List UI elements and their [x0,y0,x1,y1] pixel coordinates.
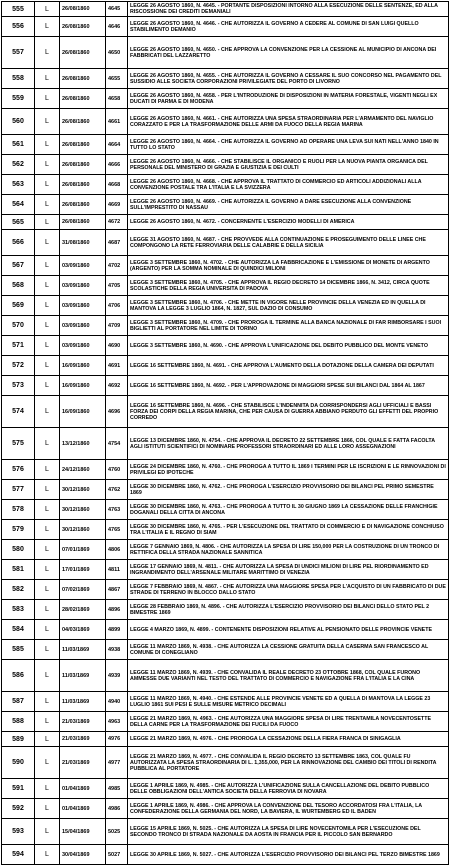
row-number-cell: 555 [2,2,35,17]
act-number-cell: 4709 [106,316,128,336]
table-row [2,747,449,779]
date-cell: 31/08/1860 [60,230,106,256]
category-cell: L [35,799,60,819]
row-number-cell: 564 [2,195,35,215]
act-number-cell: 4645 [106,2,128,17]
date-cell: 30/12/1860 [60,520,106,540]
description-cell: LEGGE 26 AGOSTO 1860, N. 4666. - CHE STABILISCE IL ORGANICO E RUOLI PER LA NUOVA PIANTA ORGANICA DEL PERSONALE DEL MINISTERO DI GRAZIA E GIUSTIZIA E DEI CULTI [128,155,449,175]
table-row [2,732,449,747]
act-number-cell: 4666 [106,155,128,175]
date-cell: 03/09/1860 [60,316,106,336]
category-cell: L [35,175,60,195]
date-cell: 03/09/1860 [60,336,106,356]
act-number-cell: 4696 [106,396,128,428]
description-cell: LEGGE 1 APRILE 1869, N. 4985. - CHE AUTORIZZA L'UNIFICAZIONE SULLA CANCELLAZIONE DEL DEBITO PUBBLICO DELLE OBBLIGAZIONI DELL'ANTICA SOCIETA DELLA FERROVIA DI NOVARA [128,779,449,799]
table-row [2,215,449,230]
act-number-cell: 4867 [106,580,128,600]
category-cell: L [35,316,60,336]
category-cell: L [35,779,60,799]
description-cell: LEGGE 24 DICEMBRE 1860, N. 4760. - CHE PROROGA A TUTTO IL 1869 I TERMINI PER LE ISCRIZIONI E LE RINNOVAZIONI DI PRIVILEGI ED IPOTECHE [128,460,449,480]
row-number-cell: 559 [2,89,35,109]
description-cell: LEGGE 21 MARZO 1869, N. 4977. - CHE CONVALIDA IL REGIO DECRETO 13 SETTEMBRE 1863, COL QUALE FU AUTORIZZATA LA SPESA STRAORDINARIA DI L. 1,355,000, PER LA RINNOVAZIONE DEL CAMBIO DEI TITOLI DI RENDITA PUBBLICA AL PORTATORE [128,747,449,779]
row-number-cell: 567 [2,256,35,276]
table-row [2,69,449,89]
category-cell: L [35,336,60,356]
description-cell: LEGGE 15 APRILE 1869, N. 5025. - CHE AUTORIZZA LA SPESA DI LIRE NOVECENTOMILA PER L'ESECUZIONE DEL SECONDO TRONCO DI STRADA NAZIONALE DA AOSTA IN FRANCIA PER IL PICCOLO SAN BERNARDO [128,819,449,845]
row-number-cell: 576 [2,460,35,480]
act-number-cell: 4985 [106,779,128,799]
date-cell: 01/04/1869 [60,779,106,799]
row-number-cell: 588 [2,712,35,732]
date-cell: 03/09/1860 [60,296,106,316]
act-number-cell: 4672 [106,215,128,230]
category-cell: L [35,109,60,135]
date-cell: 30/04/1869 [60,845,106,865]
table-row [2,712,449,732]
act-number-cell: 4762 [106,480,128,500]
description-cell: LEGGE 7 GENNAIO 1869, N. 4806. - CHE AUTORIZZA LA SPESA DI LIRE 150,000 PER LA COSTRUZIONE DI UN TRONCO DI RETTIFICA DELLA STRADA NAZIONALE SANNITICA [128,540,449,560]
date-cell: 26/08/1860 [60,2,106,17]
act-number-cell: 4938 [106,640,128,660]
act-number-cell: 4986 [106,799,128,819]
row-number-cell: 566 [2,230,35,256]
row-number-cell: 562 [2,155,35,175]
description-cell: LEGGE 26 AGOSTO 1860, N. 4655. - CHE AUTORIZZA IL GOVERNO A CESSARE IL SUO CONCORSO NEL PAGAMENTO DEL SUSSIDIO ALLE SOCIETA CORPORAZIONI PRIVILEGIATE DEL PORTO DI LIVORNO [128,69,449,89]
date-cell: 03/09/1860 [60,256,106,276]
date-cell: 03/09/1860 [60,276,106,296]
act-number-cell: 4811 [106,560,128,580]
description-cell: LEGGE 31 AGOSTO 1860, N. 4687. - CHE PROVVEDE ALLA CONTINUAZIONE E PROSEGUIMENTO DELLE LINEE CHE COMPONGONO LA RETE FERROVIARIA DELLE CALABRIE E DELLA SICILIA [128,230,449,256]
row-number-cell: 573 [2,376,35,396]
act-number-cell: 4687 [106,230,128,256]
row-number-cell: 583 [2,600,35,620]
law-register-table [1,1,449,865]
act-number-cell: 4664 [106,135,128,155]
row-number-cell: 572 [2,356,35,376]
row-number-cell: 589 [2,732,35,747]
act-number-cell: 4765 [106,520,128,540]
table-row [2,195,449,215]
description-cell: LEGGE 26 AGOSTO 1860, N. 4669. - CHE AUTORIZZA IL GOVERNO A DARE ESECUZIONE ALLA CONVENZIONE SULL'IMPRESTITO DI NASSAU [128,195,449,215]
row-number-cell: 584 [2,620,35,640]
date-cell: 26/08/1860 [60,17,106,37]
table-row [2,799,449,819]
act-number-cell: 4661 [106,109,128,135]
table-row [2,37,449,69]
act-number-cell: 4705 [106,276,128,296]
table-row [2,356,449,376]
category-cell: L [35,560,60,580]
act-number-cell: 4691 [106,356,128,376]
category-cell: L [35,296,60,316]
table-row [2,276,449,296]
row-number-cell: 580 [2,540,35,560]
category-cell: L [35,580,60,600]
date-cell: 26/08/1860 [60,89,106,109]
description-cell: LEGGE 11 MARZO 1869, N. 4939. - CHE CONVALIDA IL REALE DECRETO 23 OTTOBRE 1868, COL QUALE FURONO AMMESSE DUE VARIANTI NEL TESTO DEL TRATTATO DI COMMERCIO E NAVIGAZIONE FRA L'ITALIA E LA CINA [128,660,449,692]
table-row [2,819,449,845]
row-number-cell: 571 [2,336,35,356]
row-number-cell: 593 [2,819,35,845]
description-cell: LEGGE 26 AGOSTO 1860, N. 4661. - CHE AUTORIZZA UNA SPESA STRAORDINARIA PER L'ARMAMENTO DEL NAVIGLIO CORAZZATO E PER LA TRASFORMAZIONE DELLE ARMI DA FUOCO DELLA REGIA MARINA [128,109,449,135]
row-number-cell: 563 [2,175,35,195]
table-row [2,640,449,660]
description-cell: LEGGE 11 MARZO 1869, N. 4938. - CHE AUTORIZZA LA CESSIONE GRATUITA DELLA CASERMA SAN FRANCESCO AL COMUNE DI CONEGLIANO [128,640,449,660]
category-cell: L [35,600,60,620]
category-cell: L [35,230,60,256]
date-cell: 21/03/1869 [60,747,106,779]
table-row [2,779,449,799]
act-number-cell: 4806 [106,540,128,560]
date-cell: 04/03/1869 [60,620,106,640]
act-number-cell: 4706 [106,296,128,316]
act-number-cell: 4963 [106,712,128,732]
date-cell: 21/03/1869 [60,712,106,732]
date-cell: 16/09/1860 [60,376,106,396]
row-number-cell: 590 [2,747,35,779]
category-cell: L [35,356,60,376]
table-row [2,316,449,336]
act-number-cell: 4754 [106,428,128,460]
category-cell: L [35,256,60,276]
date-cell: 26/08/1860 [60,69,106,89]
category-cell: L [35,845,60,865]
table-row [2,460,449,480]
act-number-cell: 4646 [106,17,128,37]
category-cell: L [35,135,60,155]
category-cell: L [35,69,60,89]
act-number-cell: 4655 [106,69,128,89]
description-cell: LEGGE 26 AGOSTO 1860, N. 4672. - CONCERNENTE L'ESERCIZIO MODELLI DI AMERICA [128,215,449,230]
row-number-cell: 560 [2,109,35,135]
law-register-body [2,2,449,865]
date-cell: 11/03/1869 [60,640,106,660]
act-number-cell: 4976 [106,732,128,747]
table-row [2,17,449,37]
date-cell: 26/08/1860 [60,37,106,69]
table-row [2,540,449,560]
description-cell: LEGGE 16 SETTEMBRE 1860, N. 4692. - PER L'APPROVAZIONE DI MAGGIORI SPESE SUI BILANCI DAL 1864 AL 1867 [128,376,449,396]
act-number-cell: 4690 [106,336,128,356]
act-number-cell: 4896 [106,600,128,620]
date-cell: 21/03/1869 [60,732,106,747]
category-cell: L [35,89,60,109]
table-row [2,580,449,600]
date-cell: 24/12/1860 [60,460,106,480]
row-number-cell: 565 [2,215,35,230]
act-number-cell: 4899 [106,620,128,640]
row-number-cell: 581 [2,560,35,580]
table-row [2,560,449,580]
act-number-cell: 4940 [106,692,128,712]
description-cell: LEGGE 11 MARZO 1869, N. 4940. - CHE ESTENDE ALLE PROVINCIE VENETE ED A QUELLA DI MANTOVA LA LEGGE 23 LUGLIO 1861 SUI PESI E SULLE MISURE METRICO DECIMALI [128,692,449,712]
category-cell: L [35,276,60,296]
act-number-cell: 5027 [106,845,128,865]
category-cell: L [35,17,60,37]
act-number-cell: 4939 [106,660,128,692]
act-number-cell: 4760 [106,460,128,480]
table-row [2,620,449,640]
row-number-cell: 558 [2,69,35,89]
table-row [2,155,449,175]
description-cell: LEGGE 21 MARZO 1869, N. 4976. - CHE PROROGA LA CESSAZIONE DELLA FIERA FRANCA DI SINIGAGLIA [128,732,449,747]
row-number-cell: 582 [2,580,35,600]
act-number-cell: 5025 [106,819,128,845]
row-number-cell: 561 [2,135,35,155]
description-cell: LEGGE 16 SETTEMBRE 1860, N. 4691. - CHE APPROVA L'AUMENTO DELLA DOTAZIONE DELLA CAMERA DEI DEPUTATI [128,356,449,376]
date-cell: 07/02/1869 [60,580,106,600]
description-cell: LEGGE 28 FEBBRAIO 1869, N. 4896. - CHE AUTORIZZA L'ESERCIZIO PROVVISORIO DEI BILANCI DELLO STATO PEL 2 BIMESTRE 1869 [128,600,449,620]
table-row [2,480,449,500]
description-cell: LEGGE 30 DICEMBRE 1860, N. 4762. - CHE PROROGA L'ESERCIZIO PROVVISORIO DEI BILANCI PEL PRIMO SEMESTRE 1869 [128,480,449,500]
description-cell: LEGGE 7 FEBBRAIO 1869, N. 4867. - CHE AUTORIZZA UNA MAGGIORE SPESA PER L'ACQUISTO DI UN FABBRICATO DI DUE STRADE DI TERRENO IN BLOCCO DALLO STATO [128,580,449,600]
description-cell: LEGGE 3 SETTEMBRE 1860, N. 4690. - CHE APPROVA L'UNIFICAZIONE DEL DEBITO PUBBLICO DEL MONTE VENETO [128,336,449,356]
description-cell: LEGGE 3 SETTEMBRE 1860, N. 4702. - CHE AUTORIZZA LA FABBRICAZIONE E L'EMISSIONE DI MONETE DI ARGENTO (ARGENTO) PER LA SOMMA NOMINALE DI QUINDICI MILIONI [128,256,449,276]
row-number-cell: 574 [2,396,35,428]
description-cell: LEGGE 3 SETTEMBRE 1860, N. 4705. - CHE APPROVA IL REGIO DECRETO 14 DICEMBRE 1866, N. 3412, CIRCA QUOTE SCOLASTICHE DELLA REGIA UNIVERSITA DI PADOVA [128,276,449,296]
row-number-cell: 579 [2,520,35,540]
category-cell: L [35,660,60,692]
act-number-cell: 4668 [106,175,128,195]
category-cell: L [35,620,60,640]
act-number-cell: 4669 [106,195,128,215]
description-cell: LEGGE 21 MARZO 1869, N. 4963. - CHE AUTORIZZA UNA MAGGIORE SPESA DI LIRE TRENTAMILA NOVECENTOSETTE DELLA CARNE PER LA TRASFORMAZIONE DEI FUCILI DA FUOCO [128,712,449,732]
act-number-cell: 4763 [106,500,128,520]
category-cell: L [35,712,60,732]
category-cell: L [35,37,60,69]
act-number-cell: 4650 [106,37,128,69]
description-cell: LEGGE 26 AGOSTO 1860, N. 4658. - PER L'INTRODUZIONE DI DISPOSIZIONI IN MATERIA FORESTALE, VIGENTI NEGLI EX DUCATI DI PARMA E DI MODENA [128,89,449,109]
date-cell: 26/08/1860 [60,135,106,155]
description-cell: LEGGE 1 APRILE 1869, N. 4986. - CHE APPROVA LA CONVENZIONE DEL TESORO ACCORDATOSI FRA L'ITALIA, LA CONFEDERAZIONE DELLA GERMANIA DEL NORD, LA BAVIERA, IL WURTEMBERG ED IL BADEN [128,799,449,819]
category-cell: L [35,747,60,779]
date-cell: 26/08/1860 [60,109,106,135]
description-cell: LEGGE 17 GENNAIO 1869, N. 4811. - CHE AUTORIZZA LA SPESA DI UNDICI MILIONI DI LIRE PEL RIORDINAMENTO ED INGRANDIMENTO DELL'ARSENALE MILITARE MARITTIMO DI VENEZIA [128,560,449,580]
row-number-cell: 578 [2,500,35,520]
row-number-cell: 570 [2,316,35,336]
date-cell: 28/02/1869 [60,600,106,620]
row-number-cell: 586 [2,660,35,692]
act-number-cell: 4658 [106,89,128,109]
date-cell: 11/03/1869 [60,660,106,692]
table-row [2,845,449,865]
category-cell: L [35,500,60,520]
category-cell: L [35,640,60,660]
category-cell: L [35,520,60,540]
act-number-cell: 4977 [106,747,128,779]
category-cell: L [35,155,60,175]
row-number-cell: 585 [2,640,35,660]
table-row [2,135,449,155]
row-number-cell: 591 [2,779,35,799]
date-cell: 26/08/1860 [60,155,106,175]
date-cell: 11/03/1869 [60,692,106,712]
table-row [2,396,449,428]
table-row [2,336,449,356]
act-number-cell: 4702 [106,256,128,276]
table-row [2,89,449,109]
category-cell: L [35,819,60,845]
date-cell: 17/01/1869 [60,560,106,580]
table-row [2,692,449,712]
table-row [2,428,449,460]
date-cell: 15/04/1869 [60,819,106,845]
row-number-cell: 557 [2,37,35,69]
table-row [2,175,449,195]
description-cell: LEGGE 3 SETTEMBRE 1860, N. 4706. - CHE METTE IN VIGORE NELLE PROVINCIE DELLA VENEZIA ED IN QUELLA DI MANTOVA LA LEGGE 3 LUGLIO 1864, N. 1827, SUL DAZIO DI CONSUMO [128,296,449,316]
category-cell: L [35,460,60,480]
description-cell: LEGGE 13 DICEMBRE 1860, N. 4754. - CHE APPROVA IL DECRETO 22 SETTEMBRE 1866, COL QUALE E FATTA FACOLTA AGLI ISTITUTI SCIENTIFICI DI NOMINARE PROFESSORI STRAORDINARI ED ALLE LORO ASSEGNAZIONI [128,428,449,460]
date-cell: 30/12/1860 [60,500,106,520]
row-number-cell: 556 [2,17,35,37]
row-number-cell: 587 [2,692,35,712]
table-row [2,109,449,135]
table-row [2,376,449,396]
date-cell: 26/08/1860 [60,215,106,230]
date-cell: 26/08/1860 [60,175,106,195]
description-cell: LEGGE 30 APRILE 1869, N. 5027. - CHE AUTORIZZA L'ESERCIZIO PROVVISORIO DEI BILANCI PEL TERZO BIMESTRE 1869 [128,845,449,865]
date-cell: 30/12/1860 [60,480,106,500]
table-row [2,500,449,520]
description-cell: LEGGE 26 AGOSTO 1860, N. 4646. - CHE AUTORIZZA IL GOVERNO A CEDERE AL COMUNE DI SAN LUIGI QUELLO STABILIMENTO DEMANIO [128,17,449,37]
date-cell: 01/04/1869 [60,799,106,819]
date-cell: 16/09/1860 [60,396,106,428]
category-cell: L [35,540,60,560]
table-row [2,2,449,17]
category-cell: L [35,732,60,747]
date-cell: 16/09/1860 [60,356,106,376]
table-row [2,660,449,692]
row-number-cell: 594 [2,845,35,865]
row-number-cell: 568 [2,276,35,296]
description-cell: LEGGE 30 DICEMBRE 1860, N. 4765. - PER L'ESECUZIONE DEL TRATTATO DI COMMERCIO E DI NAVIGAZIONE CONCHIUSO TRA L'ITALIA E IL REGNO DI SIAM [128,520,449,540]
description-cell: LEGGE 4 MARZO 1869, N. 4899. - CONTENENTE DISPOSIZIONI RELATIVE AL PENSIONATO DELLE PROVINCIE VENETE [128,620,449,640]
date-cell: 13/12/1860 [60,428,106,460]
category-cell: L [35,692,60,712]
category-cell: L [35,195,60,215]
row-number-cell: 592 [2,799,35,819]
date-cell: 26/08/1860 [60,195,106,215]
row-number-cell: 577 [2,480,35,500]
description-cell: LEGGE 26 AGOSTO 1860, N. 4668. - CHE APPROVA IL TRATTATO DI COMMERCIO ED ARTICOLI ADDIZIONALI ALLA CONVENZIONE POSTALE TRA L'ITALIA E LA SVIZZERA [128,175,449,195]
row-number-cell: 575 [2,428,35,460]
table-row [2,256,449,276]
description-cell: LEGGE 26 AGOSTO 1860, N. 4650. - CHE APPROVA LA CONVENZIONE PER LA CESSIONE AL MUNICIPIO DI ANCONA DEI FABBRICATI DEL LAZZARETTO [128,37,449,69]
table-row [2,230,449,256]
description-cell: LEGGE 26 AGOSTO 1860, N. 4664. - CHE AUTORIZZA IL GOVERNO AD OPERARE UNA LEVA SUI NATI NELL'ANNO 1840 IN TUTTO LO STATO [128,135,449,155]
category-cell: L [35,376,60,396]
table-row [2,296,449,316]
act-number-cell: 4692 [106,376,128,396]
category-cell: L [35,428,60,460]
table-row [2,520,449,540]
category-cell: L [35,215,60,230]
description-cell: LEGGE 3 SETTEMBRE 1860, N. 4709. - CHE PROROGA IL TERMINE ALLA BANCA NAZIONALE DI FAR RIMBORSARE I SUOI BIGLIETTI AL PORTATORE NEL LIMITE DI TORINO [128,316,449,336]
category-cell: L [35,480,60,500]
date-cell: 07/01/1869 [60,540,106,560]
description-cell: LEGGE 30 DICEMBRE 1860, N. 4763. - CHE PROROGA A TUTTO IL 30 GIUGNO 1869 LA CESSAZIONE DELLE FRANCHIGIE DOGANALI DELLA CITTA DI ANCONA [128,500,449,520]
table-row [2,600,449,620]
description-cell: LEGGE 26 AGOSTO 1860, N. 4645. - PORTANTE DISPOSIZIONI INTORNO ALLA ESECUZIONE DELLE SENTENZE, ED ALLA RISCOSSIONE DEI CREDITI DEMANIALI [128,2,449,17]
category-cell: L [35,2,60,17]
category-cell: L [35,396,60,428]
row-number-cell: 569 [2,296,35,316]
description-cell: LEGGE 16 SETTEMBRE 1860, N. 4696. - CHE STABILISCE L'INDENNITA DA CORRISPONDERSI AGLI UFFICIALI E BASSI FORZA DEI CORPI DELLA REGIA MARINA, CHE PER CAUSA DI GUERRA ABBIANO PERDUTO GLI EFFETTI DEL PROPRIO CORREDO [128,396,449,428]
